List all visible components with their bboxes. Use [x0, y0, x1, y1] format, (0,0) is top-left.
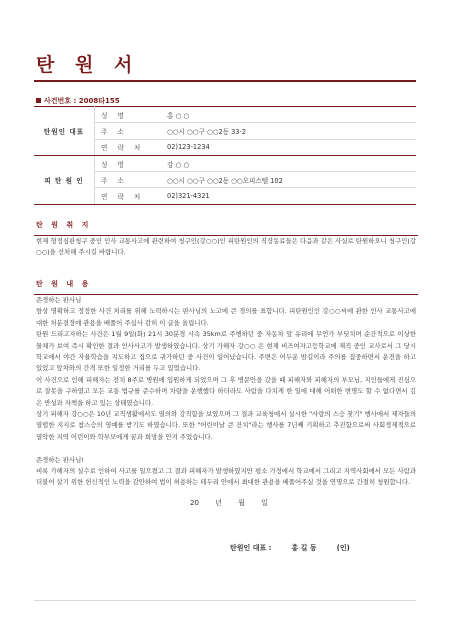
content-paragraph: 탄원 드리고자하는 사건은 1월 9일(화) 21시 30분경 시속 35km로 주행하던 중 자동차 앞 유리에 무언가 부딪치며 순간적으로 이상한 물체가 보여 즉시 확인한 결과 인사사고가 발생하였습니다. 상기 가해자 강○○ 은 현재 비즈여자고등학교에 재직 중인 교사로서 그 당시 학교에서 야간 자율학습을 지도하고 집으로 귀가하던 중 사건이 일어났습니다. 주변은 어두운 밤길이라 주의를 집중하면서 운전을 하고 있었고 앞차와의 간격 또한 일정한 거리를 두고 있었습니다. — [36, 330, 416, 373]
content-paragraph: 이 사건으로 인해 피해자는 전치 8주로 병원에 입원하게 되었으며 그 후 병문안을 갔을 때 피해자와 피해자의 부모님, 지인들에게 진심으로 잘못을 구하였고 모든 교통 법규를 준수하며 차량을 운행했다 하더라도 사람을 다치게 한 일에 대해 어떠한 변명도 할 수 없다면서 깊은 반성과 자책을 하고 있는 상태였습니다. — [36, 375, 416, 407]
petitioner-group-label: 탄원인 대표 — [34, 107, 95, 156]
parties-table — [34, 106, 416, 205]
content-paragraph: 항상 명확하고 정정한 사건 처리를 위해 노력하시는 판사님의 노고에 큰 경의를 표합니다. 피탄원인인 강○○씨에 관한 인사 교통사고에 대한 처분결정에 관용을 베풀어 주십사 감히 이 글을 올립니다. — [36, 307, 416, 327]
content-heading: 탄 원 내 용 — [34, 279, 418, 295]
table-row — [34, 155, 416, 171]
respondent-name: 강 ○ ○ — [159, 155, 416, 171]
table-row — [34, 107, 416, 123]
field-label: 주 소 — [95, 123, 160, 139]
purpose-text — [36, 236, 416, 259]
respondent-phone: 02)321-4321 — [159, 188, 416, 204]
content-paragraph: 비록 가해자의 실수로 인하여 사고를 일으켰고 그 결과 피해자가 발생하였지만 평소 가정에서 학교에서 그리고 지역사회에서 모든 사람과 더불어 살기 위한 헌신적인 노력을 감안하여 법이 허용하는 테두리 안에서 최대한 관용을 베풀어주실 것을 연명으로 간절히 청원합니다. — [36, 467, 416, 487]
field-label: 성 명 — [95, 155, 160, 171]
purpose-paragraph: 현재 형정심판청구 중인 인사 교통사고에 관련하여 청구인(강○○)인 피탄원인의 직장동료들은 다음과 같은 사실로 탄원하오니 청구인(강○○)을 선처해 주시길 바랍니다. — [36, 237, 416, 257]
content-body — [36, 295, 416, 489]
petitioner-phone: 02)123-1234 — [159, 139, 416, 155]
field-label: 연 락 처 — [95, 139, 160, 155]
content-paragraph: 존경하는 판사님 — [36, 296, 82, 304]
date-line: 20 년 월 일 — [190, 499, 268, 507]
footer-divider — [34, 600, 416, 601]
document-title: 탄 원 서 — [36, 54, 140, 76]
purpose-heading: 탄 원 취 지 — [34, 220, 418, 236]
field-label: 연 락 처 — [95, 188, 160, 204]
respondent-group-label: 피 탄 원 인 — [34, 155, 95, 204]
sign-label: 탄원인 대표 : — [230, 544, 272, 552]
case-number-text: 사건번호 : 2008타155 — [44, 97, 120, 105]
case-number — [36, 96, 120, 106]
petitioner-name: 홍 ○ ○ — [159, 107, 416, 123]
petitioner-address: ○○시 ○○구 ○○2동 33-2 — [159, 123, 416, 139]
content-paragraph: 상기 피해자 강○○은 10년 교직생활에서도 열의와 강직함을 보였으며 그 결과 교육청에서 실시한 "사랑의 스승 찾기" 행사에서 제자들의 열렬한 지지로 참스승의 영예를 받기도 하였습니다. 또한 "어린이날 큰 잔치"라는 행사를 7년째 기획하고 추진함으로써 사회경제적으로 열악한 지역 어린이와 학부모에게 꿈과 희망을 안겨 주었습니다. — [36, 410, 416, 441]
sign-name: 홍 길 동 — [291, 544, 317, 552]
paragraph-gap — [36, 443, 416, 454]
square-bullet-icon — [36, 98, 41, 103]
field-label: 주 소 — [95, 172, 160, 188]
content-paragraph: 존경하는 판사님! — [36, 455, 84, 464]
signature-line — [230, 543, 370, 553]
title-divider — [34, 80, 416, 82]
field-label: 성 명 — [95, 107, 160, 123]
seal-mark: (인) — [336, 544, 350, 552]
respondent-address: ○○시 ○○구 ○○2동 ○○오피스텔 102 — [159, 172, 416, 188]
